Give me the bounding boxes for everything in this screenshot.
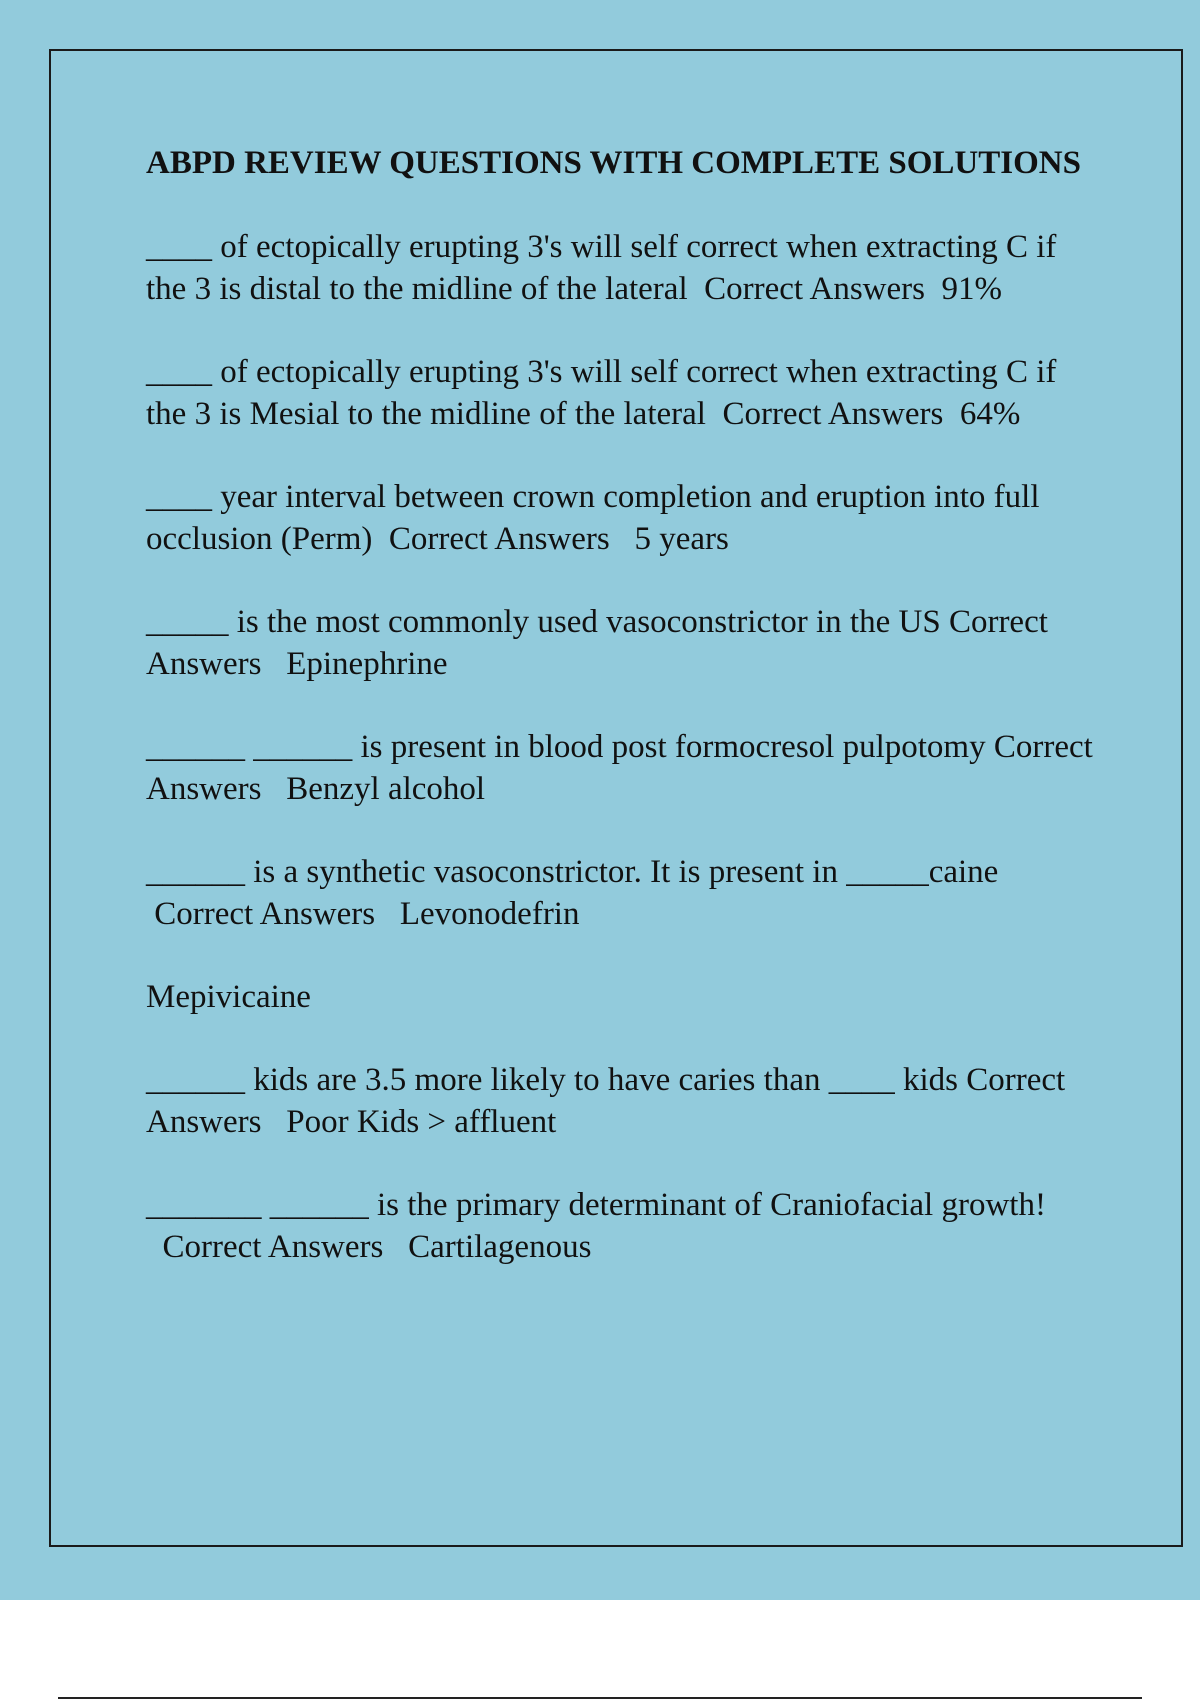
answer-text: Epinephrine (286, 646, 448, 682)
footer-rule (58, 1697, 1142, 1699)
document-body (146, 142, 1096, 1268)
answer-text: 91% (941, 271, 1002, 307)
qa-item (146, 351, 1096, 435)
answer-label: Correct Answers (162, 1229, 384, 1265)
qa-item (146, 1184, 1096, 1268)
qa-item (146, 601, 1096, 685)
document-title: ABPD REVIEW QUESTIONS WITH COMPLETE SOLUTIONS (146, 145, 1081, 181)
answer-text: Benzyl alcohol (286, 771, 486, 807)
answer-text: 5 years (634, 521, 729, 557)
question-text: ______ is a synthetic vasoconstrictor. It is present in _____caine (146, 854, 999, 890)
answer-text: 64% (959, 396, 1021, 432)
answer-label: Correct Answers (146, 604, 1048, 682)
answer-label: Correct Answers (388, 521, 610, 557)
answer-label: Correct Answers (704, 271, 925, 307)
answer-text: Levonodefrin (399, 896, 580, 932)
question-text: ____ year interval between crown completion and eruption into full occlusion (Perm) (146, 479, 1040, 557)
answer-label: Correct Answers (154, 896, 376, 932)
answer-label: Correct Answers (146, 1062, 1066, 1140)
question-text: _______ ______ is the primary determinant of Craniofacial growth! (146, 1187, 1046, 1223)
answer-text: Poor Kids > affluent (286, 1104, 557, 1140)
qa-item (146, 226, 1096, 310)
qa-item (146, 726, 1096, 810)
answer-label: Correct Answers (722, 396, 944, 432)
question-text: ______ kids are 3.5 more likely to have caries than ____ kids (146, 1062, 958, 1098)
qa-item-continuation (146, 976, 1096, 1018)
answer-text: Cartilagenous (408, 1229, 592, 1265)
question-text: _____ is the most commonly used vasoconstrictor in the US (146, 604, 941, 640)
qa-item (146, 476, 1096, 560)
question-text: ____ of ectopically erupting 3's will self correct when extracting C if the 3 is distal to the midline of the lateral (146, 229, 1057, 307)
question-text: ____ of ectopically erupting 3's will self correct when extracting C if the 3 is Mesial to the midline of the lateral (146, 354, 1057, 432)
question-text: ______ ______ is present in blood post formocresol pulpotomy (146, 729, 986, 765)
answer-label: Correct Answers (146, 729, 1093, 807)
qa-item (146, 851, 1096, 935)
answer-text: Mepivicaine (146, 979, 311, 1015)
qa-item (146, 1059, 1096, 1143)
